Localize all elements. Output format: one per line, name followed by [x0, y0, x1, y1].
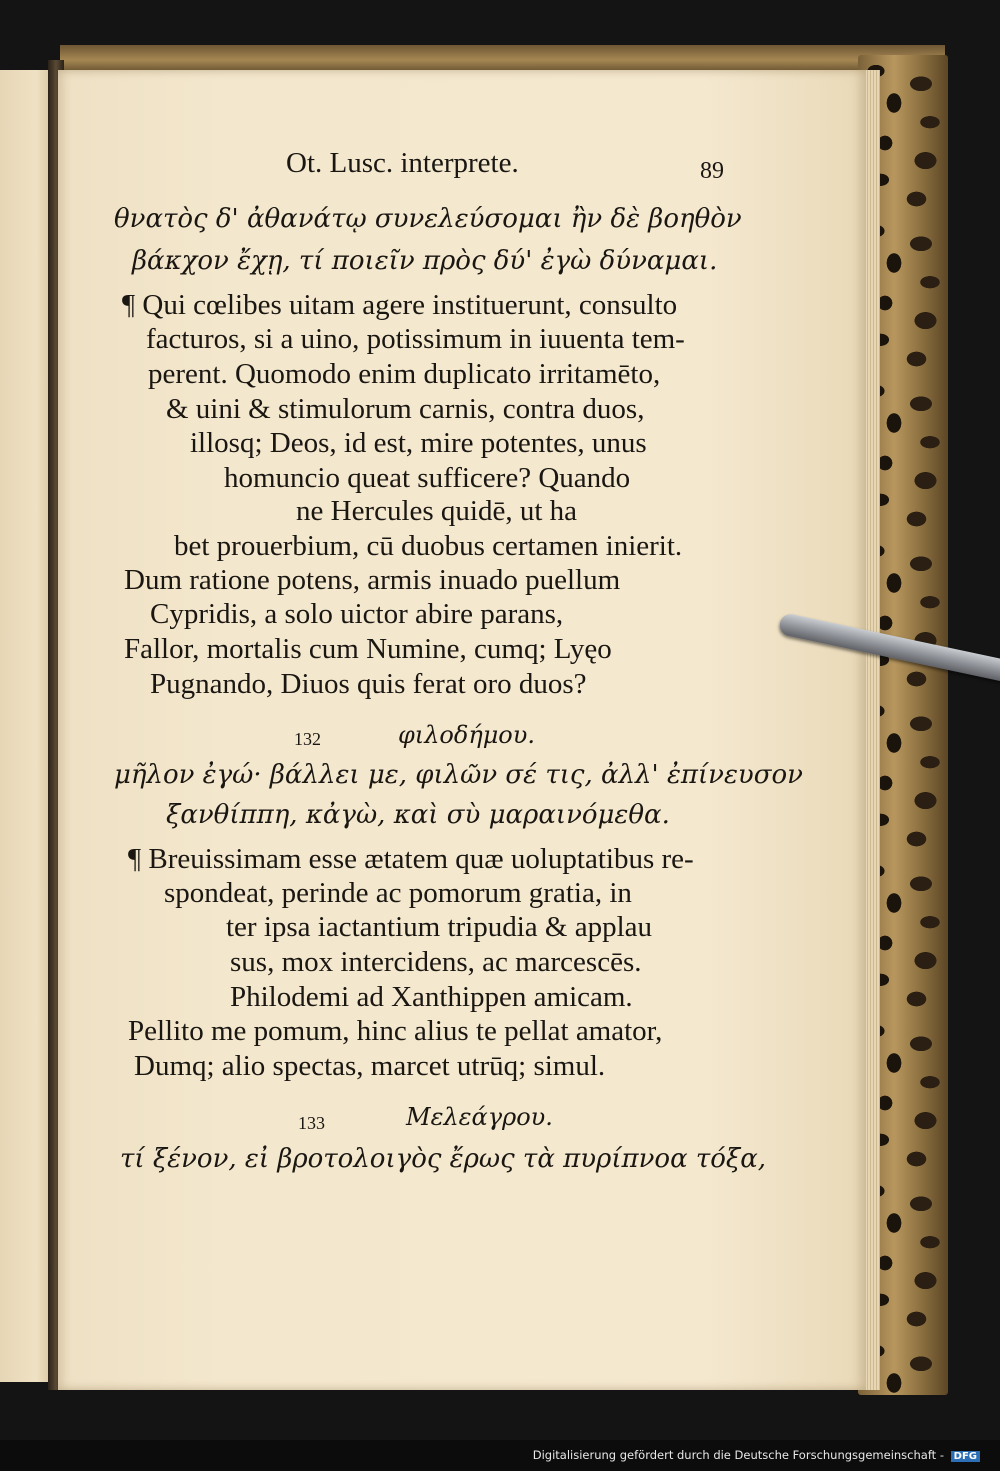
- greek-line: βάκχον ἔχῃ, τί ποιεῖν πρὸς δύ' ἐγὼ δύναμαι.: [132, 246, 718, 276]
- greek-line: μῆλον ἐγώ· βάλλει με, φιλῶν σέ τις, ἀλλ' ἐπίνευσον: [114, 760, 803, 790]
- verse-line: Pellito me pomum, hinc alius te pellat amator,: [128, 1015, 663, 1047]
- greek-line: θνατὸς δ' ἀθανάτῳ συνελεύσομαι ἢν δὲ βοηθὸν: [114, 204, 742, 234]
- greek-line: ξανθίππη, κἀγὼ, καὶ σὺ μαραινόμεθα.: [166, 800, 670, 830]
- verse-line: Dum ratione potens, armis inuado puellum: [124, 564, 621, 596]
- text-line: sus, mox intercidens, ac marcescēs.: [230, 946, 642, 978]
- text-line: homuncio queat sufficere? Quando: [224, 462, 631, 494]
- epigram-number: 133: [298, 1113, 325, 1133]
- text-line: bet prouerbium, cū duobus certamen inierit.: [174, 530, 683, 562]
- epigram-author: φιλοδήμου.: [398, 721, 535, 749]
- running-title: Ot. Lusc. interprete.: [286, 147, 519, 179]
- text-line: Philodemi ad Xanthippen amicam.: [230, 981, 633, 1013]
- left-facing-page: [0, 70, 54, 1382]
- text-line: ¶ Qui cœlibes uitam agere instituerunt, consulto: [122, 289, 678, 321]
- epigram-number: 132: [294, 729, 321, 749]
- verse-line: Cypridis, a solo uictor abire parans,: [150, 598, 564, 630]
- greek-line: τί ξένον, εἰ βροτολοιγὸς ἔρως τὰ πυρίπνοα τόξα,: [120, 1144, 767, 1174]
- footer-text: Digitalisierung gefördert durch die Deutsche Forschungsgemeinschaft -: [532, 1448, 944, 1462]
- verse-line: Dumq; alio spectas, marcet utrūq; simul.: [134, 1050, 606, 1082]
- dfg-logo: DFG: [951, 1451, 980, 1462]
- text-line: ¶ Breuissimam esse ætatem quæ uoluptatibus re-: [128, 843, 694, 875]
- text-line: perent. Quomodo enim duplicato irritamēto,: [148, 358, 661, 390]
- page-number: 89: [700, 158, 724, 184]
- verse-line: Fallor, mortalis cum Numine, cumq; Lyęo: [124, 633, 612, 665]
- text-line: facturos, si a uino, potissimum in iuuenta tem-: [146, 323, 685, 355]
- epigram-author: Μελεάγρου.: [406, 1103, 553, 1131]
- text-line: illosq; Deos, id est, mire potentes, unus: [190, 427, 647, 459]
- text-line: ter ipsa iactantium tripudia & applau: [226, 911, 653, 943]
- book-page: [58, 70, 866, 1390]
- text-line: ne Hercules quidē, ut ha: [296, 495, 578, 527]
- text-line: & uini & stimulorum carnis, contra duos,: [166, 393, 645, 425]
- text-line: spondeat, perinde ac pomorum gratia, in: [164, 877, 632, 909]
- digitization-footer: [533, 1448, 980, 1462]
- verse-line: Pugnando, Diuos quis ferat oro duos?: [150, 668, 587, 700]
